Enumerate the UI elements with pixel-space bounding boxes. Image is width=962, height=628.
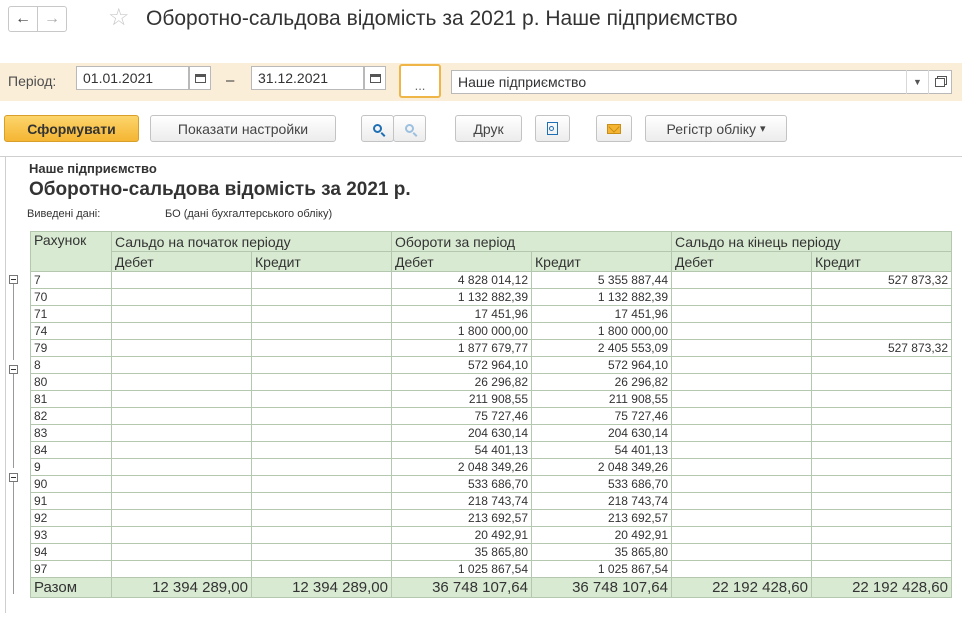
amount-cell[interactable] [252, 357, 392, 374]
chevron-down-icon: ▼ [913, 77, 922, 87]
amount-cell[interactable] [812, 527, 952, 544]
table-row[interactable] [31, 476, 952, 493]
collapse-group-icon[interactable] [9, 365, 18, 374]
amount-cell[interactable] [672, 306, 812, 323]
total-label: Разом [31, 578, 112, 598]
amount-cell[interactable] [812, 493, 952, 510]
amount-cell[interactable] [112, 391, 252, 408]
table-row[interactable] [31, 561, 952, 578]
calendar-icon [370, 74, 381, 83]
header-opening-credit: Кредит [252, 252, 392, 272]
amount-cell[interactable] [672, 527, 812, 544]
amount-cell[interactable] [812, 544, 952, 561]
amount-cell[interactable]: 54 401,13 [532, 442, 672, 459]
amount-cell[interactable]: 213 692,57 [392, 510, 532, 527]
account-cell[interactable]: 82 [31, 408, 112, 425]
arrow-right-icon: → [44, 10, 60, 27]
amount-cell[interactable]: 527 873,32 [812, 272, 952, 289]
header-account: Рахунок [31, 232, 112, 272]
amount-cell[interactable] [252, 272, 392, 289]
amount-cell[interactable] [252, 510, 392, 527]
account-cell[interactable]: 94 [31, 544, 112, 561]
table-row[interactable] [31, 306, 952, 323]
period-select-button[interactable]: ... [399, 64, 441, 98]
amount-cell[interactable]: 1 877 679,77 [392, 340, 532, 357]
amount-cell[interactable] [112, 323, 252, 340]
account-cell[interactable]: 70 [31, 289, 112, 306]
account-cell[interactable]: 80 [31, 374, 112, 391]
amount-cell[interactable]: 1 800 000,00 [532, 323, 672, 340]
table-header-row [31, 232, 952, 252]
amount-cell[interactable]: 1 025 867,54 [392, 561, 532, 578]
amount-cell[interactable] [252, 425, 392, 442]
amount-cell[interactable] [812, 425, 952, 442]
search-icon [373, 124, 382, 133]
amount-cell[interactable] [672, 493, 812, 510]
table-row[interactable] [31, 459, 952, 476]
table-row[interactable] [31, 357, 952, 374]
find-button[interactable] [361, 115, 394, 142]
arrow-left-icon: ← [15, 10, 31, 27]
amount-cell[interactable] [672, 561, 812, 578]
account-cell[interactable]: 92 [31, 510, 112, 527]
amount-cell[interactable] [672, 544, 812, 561]
amount-cell[interactable] [112, 289, 252, 306]
amount-cell[interactable] [112, 544, 252, 561]
header-turnover-debit: Дебет [392, 252, 532, 272]
amount-cell[interactable] [252, 442, 392, 459]
find-next-button[interactable] [393, 115, 426, 142]
amount-cell[interactable] [112, 459, 252, 476]
amount-cell[interactable] [252, 476, 392, 493]
forward-button[interactable] [37, 6, 67, 32]
amount-cell[interactable] [112, 357, 252, 374]
amount-cell[interactable] [252, 306, 392, 323]
amount-cell[interactable] [672, 459, 812, 476]
header-closing-debit: Дебет [672, 252, 812, 272]
amount-cell[interactable]: 75 727,46 [392, 408, 532, 425]
amount-cell[interactable]: 213 692,57 [532, 510, 672, 527]
total-row [31, 578, 952, 598]
tree-line [13, 482, 14, 594]
table-row[interactable] [31, 442, 952, 459]
account-cell[interactable]: 74 [31, 323, 112, 340]
amount-cell[interactable]: 1 132 882,39 [532, 289, 672, 306]
amount-cell[interactable] [812, 306, 952, 323]
amount-cell[interactable]: 1 800 000,00 [392, 323, 532, 340]
period-separator: – [226, 72, 235, 89]
amount-cell[interactable] [112, 510, 252, 527]
amount-cell[interactable] [112, 408, 252, 425]
register-menu-button[interactable] [645, 115, 787, 142]
window-title: Оборотно-сальдова відомість за 2021 р. Наше підприємство [146, 7, 738, 30]
print-button[interactable]: Друк [455, 115, 522, 142]
report-area [0, 156, 962, 628]
amount-cell[interactable] [252, 527, 392, 544]
amount-cell[interactable] [672, 289, 812, 306]
account-cell[interactable]: 93 [31, 527, 112, 544]
tree-line [13, 284, 14, 360]
total-amount: 12 394 289,00 [252, 578, 392, 598]
send-email-button[interactable] [596, 115, 632, 142]
account-cell[interactable]: 7 [31, 272, 112, 289]
entered-data-label: Виведені дані: [27, 208, 101, 220]
amount-cell[interactable] [812, 510, 952, 527]
amount-cell[interactable] [252, 289, 392, 306]
amount-cell[interactable] [252, 323, 392, 340]
amount-cell[interactable] [252, 374, 392, 391]
table-row[interactable] [31, 510, 952, 527]
amount-cell[interactable] [112, 442, 252, 459]
amount-cell[interactable]: 572 964,10 [532, 357, 672, 374]
organization-value: Наше підприємство [458, 74, 587, 90]
amount-cell[interactable] [672, 272, 812, 289]
amount-cell[interactable]: 26 296,82 [532, 374, 672, 391]
amount-cell[interactable]: 17 451,96 [392, 306, 532, 323]
amount-cell[interactable]: 35 865,80 [392, 544, 532, 561]
account-cell[interactable]: 71 [31, 306, 112, 323]
back-button[interactable] [8, 6, 38, 32]
open-window-icon [935, 78, 945, 87]
total-amount: 36 748 107,64 [532, 578, 672, 598]
amount-cell[interactable] [812, 374, 952, 391]
amount-cell[interactable] [252, 493, 392, 510]
amount-cell[interactable]: 54 401,13 [392, 442, 532, 459]
amount-cell[interactable] [672, 374, 812, 391]
amount-cell[interactable] [812, 476, 952, 493]
amount-cell[interactable] [112, 476, 252, 493]
table-row[interactable] [31, 340, 952, 357]
print-preview-button[interactable] [535, 115, 570, 142]
table-row[interactable] [31, 289, 952, 306]
amount-cell[interactable] [112, 374, 252, 391]
amount-cell[interactable] [812, 408, 952, 425]
amount-cell[interactable]: 533 686,70 [392, 476, 532, 493]
report-organization: Наше підприємство [29, 161, 157, 176]
account-cell[interactable]: 90 [31, 476, 112, 493]
table-row[interactable] [31, 323, 952, 340]
envelope-icon [607, 124, 621, 134]
table-row[interactable] [31, 527, 952, 544]
amount-cell[interactable]: 1 025 867,54 [532, 561, 672, 578]
table-row[interactable] [31, 493, 952, 510]
amount-cell[interactable] [112, 425, 252, 442]
amount-cell[interactable] [252, 561, 392, 578]
total-amount: 12 394 289,00 [112, 578, 252, 598]
header-turnover: Обороти за період [392, 232, 672, 252]
show-settings-button[interactable]: Показати настройки [150, 115, 336, 142]
amount-cell[interactable] [812, 323, 952, 340]
amount-cell[interactable] [252, 408, 392, 425]
table-row[interactable] [31, 408, 952, 425]
amount-cell[interactable]: 2 048 349,26 [532, 459, 672, 476]
amount-cell[interactable]: 533 686,70 [532, 476, 672, 493]
table-subheader-row [31, 252, 952, 272]
table-row[interactable] [31, 544, 952, 561]
amount-cell[interactable] [812, 459, 952, 476]
date-to-field[interactable]: 31.12.2021 [251, 66, 364, 90]
account-cell[interactable]: 97 [31, 561, 112, 578]
entered-data-value: БО (дані бухгалтерського обліку) [165, 208, 333, 220]
amount-cell[interactable] [112, 340, 252, 357]
register-label: Регістр обліку [666, 120, 757, 137]
tree-line [13, 374, 14, 468]
amount-cell[interactable] [252, 340, 392, 357]
table-row[interactable] [31, 374, 952, 391]
amount-cell[interactable]: 26 296,82 [392, 374, 532, 391]
amount-cell[interactable]: 20 492,91 [392, 527, 532, 544]
amount-cell[interactable] [672, 425, 812, 442]
favorite-star-icon[interactable]: ☆ [108, 4, 130, 31]
amount-cell[interactable]: 572 964,10 [392, 357, 532, 374]
amount-cell[interactable] [812, 561, 952, 578]
amount-cell[interactable] [252, 391, 392, 408]
organization-dropdown-button[interactable] [906, 70, 928, 94]
report-border [5, 157, 6, 613]
amount-cell[interactable]: 204 630,14 [392, 425, 532, 442]
amount-cell[interactable]: 17 451,96 [532, 306, 672, 323]
amount-cell[interactable] [672, 510, 812, 527]
amount-cell[interactable] [252, 544, 392, 561]
amount-cell[interactable]: 218 743,74 [532, 493, 672, 510]
amount-cell[interactable] [672, 408, 812, 425]
amount-cell[interactable] [812, 391, 952, 408]
total-amount: 36 748 107,64 [392, 578, 532, 598]
table-row[interactable] [31, 272, 952, 289]
total-amount: 22 192 428,60 [812, 578, 952, 598]
collapse-group-icon[interactable] [9, 473, 18, 482]
date-from-calendar-button[interactable] [189, 66, 211, 90]
amount-cell[interactable]: 20 492,91 [532, 527, 672, 544]
amount-cell[interactable] [112, 561, 252, 578]
amount-cell[interactable]: 211 908,55 [532, 391, 672, 408]
amount-cell[interactable]: 527 873,32 [812, 340, 952, 357]
amount-cell[interactable]: 5 355 887,44 [532, 272, 672, 289]
amount-cell[interactable]: 1 132 882,39 [392, 289, 532, 306]
amount-cell[interactable] [812, 289, 952, 306]
amount-cell[interactable] [672, 391, 812, 408]
account-cell[interactable]: 8 [31, 357, 112, 374]
header-turnover-credit: Кредит [532, 252, 672, 272]
header-closing-balance: Сальдо на кінець періоду [672, 232, 952, 252]
amount-cell[interactable]: 2 048 349,26 [392, 459, 532, 476]
amount-cell[interactable] [112, 527, 252, 544]
search-next-icon [405, 124, 414, 133]
collapse-group-icon[interactable] [9, 275, 18, 284]
amount-cell[interactable] [112, 306, 252, 323]
period-label: Період: [8, 73, 57, 89]
total-amount: 22 192 428,60 [672, 578, 812, 598]
amount-cell[interactable] [112, 493, 252, 510]
amount-cell[interactable] [672, 323, 812, 340]
chevron-down-icon: ▾ [759, 123, 766, 135]
header-closing-credit: Кредит [812, 252, 952, 272]
table-row[interactable] [31, 425, 952, 442]
header-opening-debit: Дебет [112, 252, 252, 272]
account-cell[interactable]: 91 [31, 493, 112, 510]
date-to-calendar-button[interactable] [364, 66, 386, 90]
amount-cell[interactable] [112, 272, 252, 289]
generate-button[interactable]: Сформувати [4, 115, 139, 142]
report-title: Оборотно-сальдова відомість за 2021 р. [29, 179, 411, 200]
account-cell[interactable]: 84 [31, 442, 112, 459]
account-cell[interactable]: 83 [31, 425, 112, 442]
amount-cell[interactable]: 204 630,14 [532, 425, 672, 442]
organization-field[interactable] [451, 70, 952, 94]
header-opening-balance: Сальдо на початок періоду [112, 232, 392, 252]
organization-open-button[interactable] [928, 70, 950, 94]
account-cell[interactable]: 9 [31, 459, 112, 476]
account-cell[interactable]: 79 [31, 340, 112, 357]
amount-cell[interactable] [672, 340, 812, 357]
print-preview-icon [547, 122, 558, 135]
amount-cell[interactable] [812, 442, 952, 459]
amount-cell[interactable] [252, 459, 392, 476]
balance-table [30, 231, 952, 598]
amount-cell[interactable]: 2 405 553,09 [532, 340, 672, 357]
amount-cell[interactable]: 4 828 014,12 [392, 272, 532, 289]
account-cell[interactable]: 81 [31, 391, 112, 408]
amount-cell[interactable]: 75 727,46 [532, 408, 672, 425]
amount-cell[interactable]: 211 908,55 [392, 391, 532, 408]
calendar-icon [195, 74, 206, 83]
amount-cell[interactable]: 218 743,74 [392, 493, 532, 510]
amount-cell[interactable] [812, 357, 952, 374]
table-row[interactable] [31, 391, 952, 408]
amount-cell[interactable]: 35 865,80 [532, 544, 672, 561]
amount-cell[interactable] [672, 442, 812, 459]
date-from-field[interactable]: 01.01.2021 [76, 66, 189, 90]
amount-cell[interactable] [672, 476, 812, 493]
amount-cell[interactable] [672, 357, 812, 374]
